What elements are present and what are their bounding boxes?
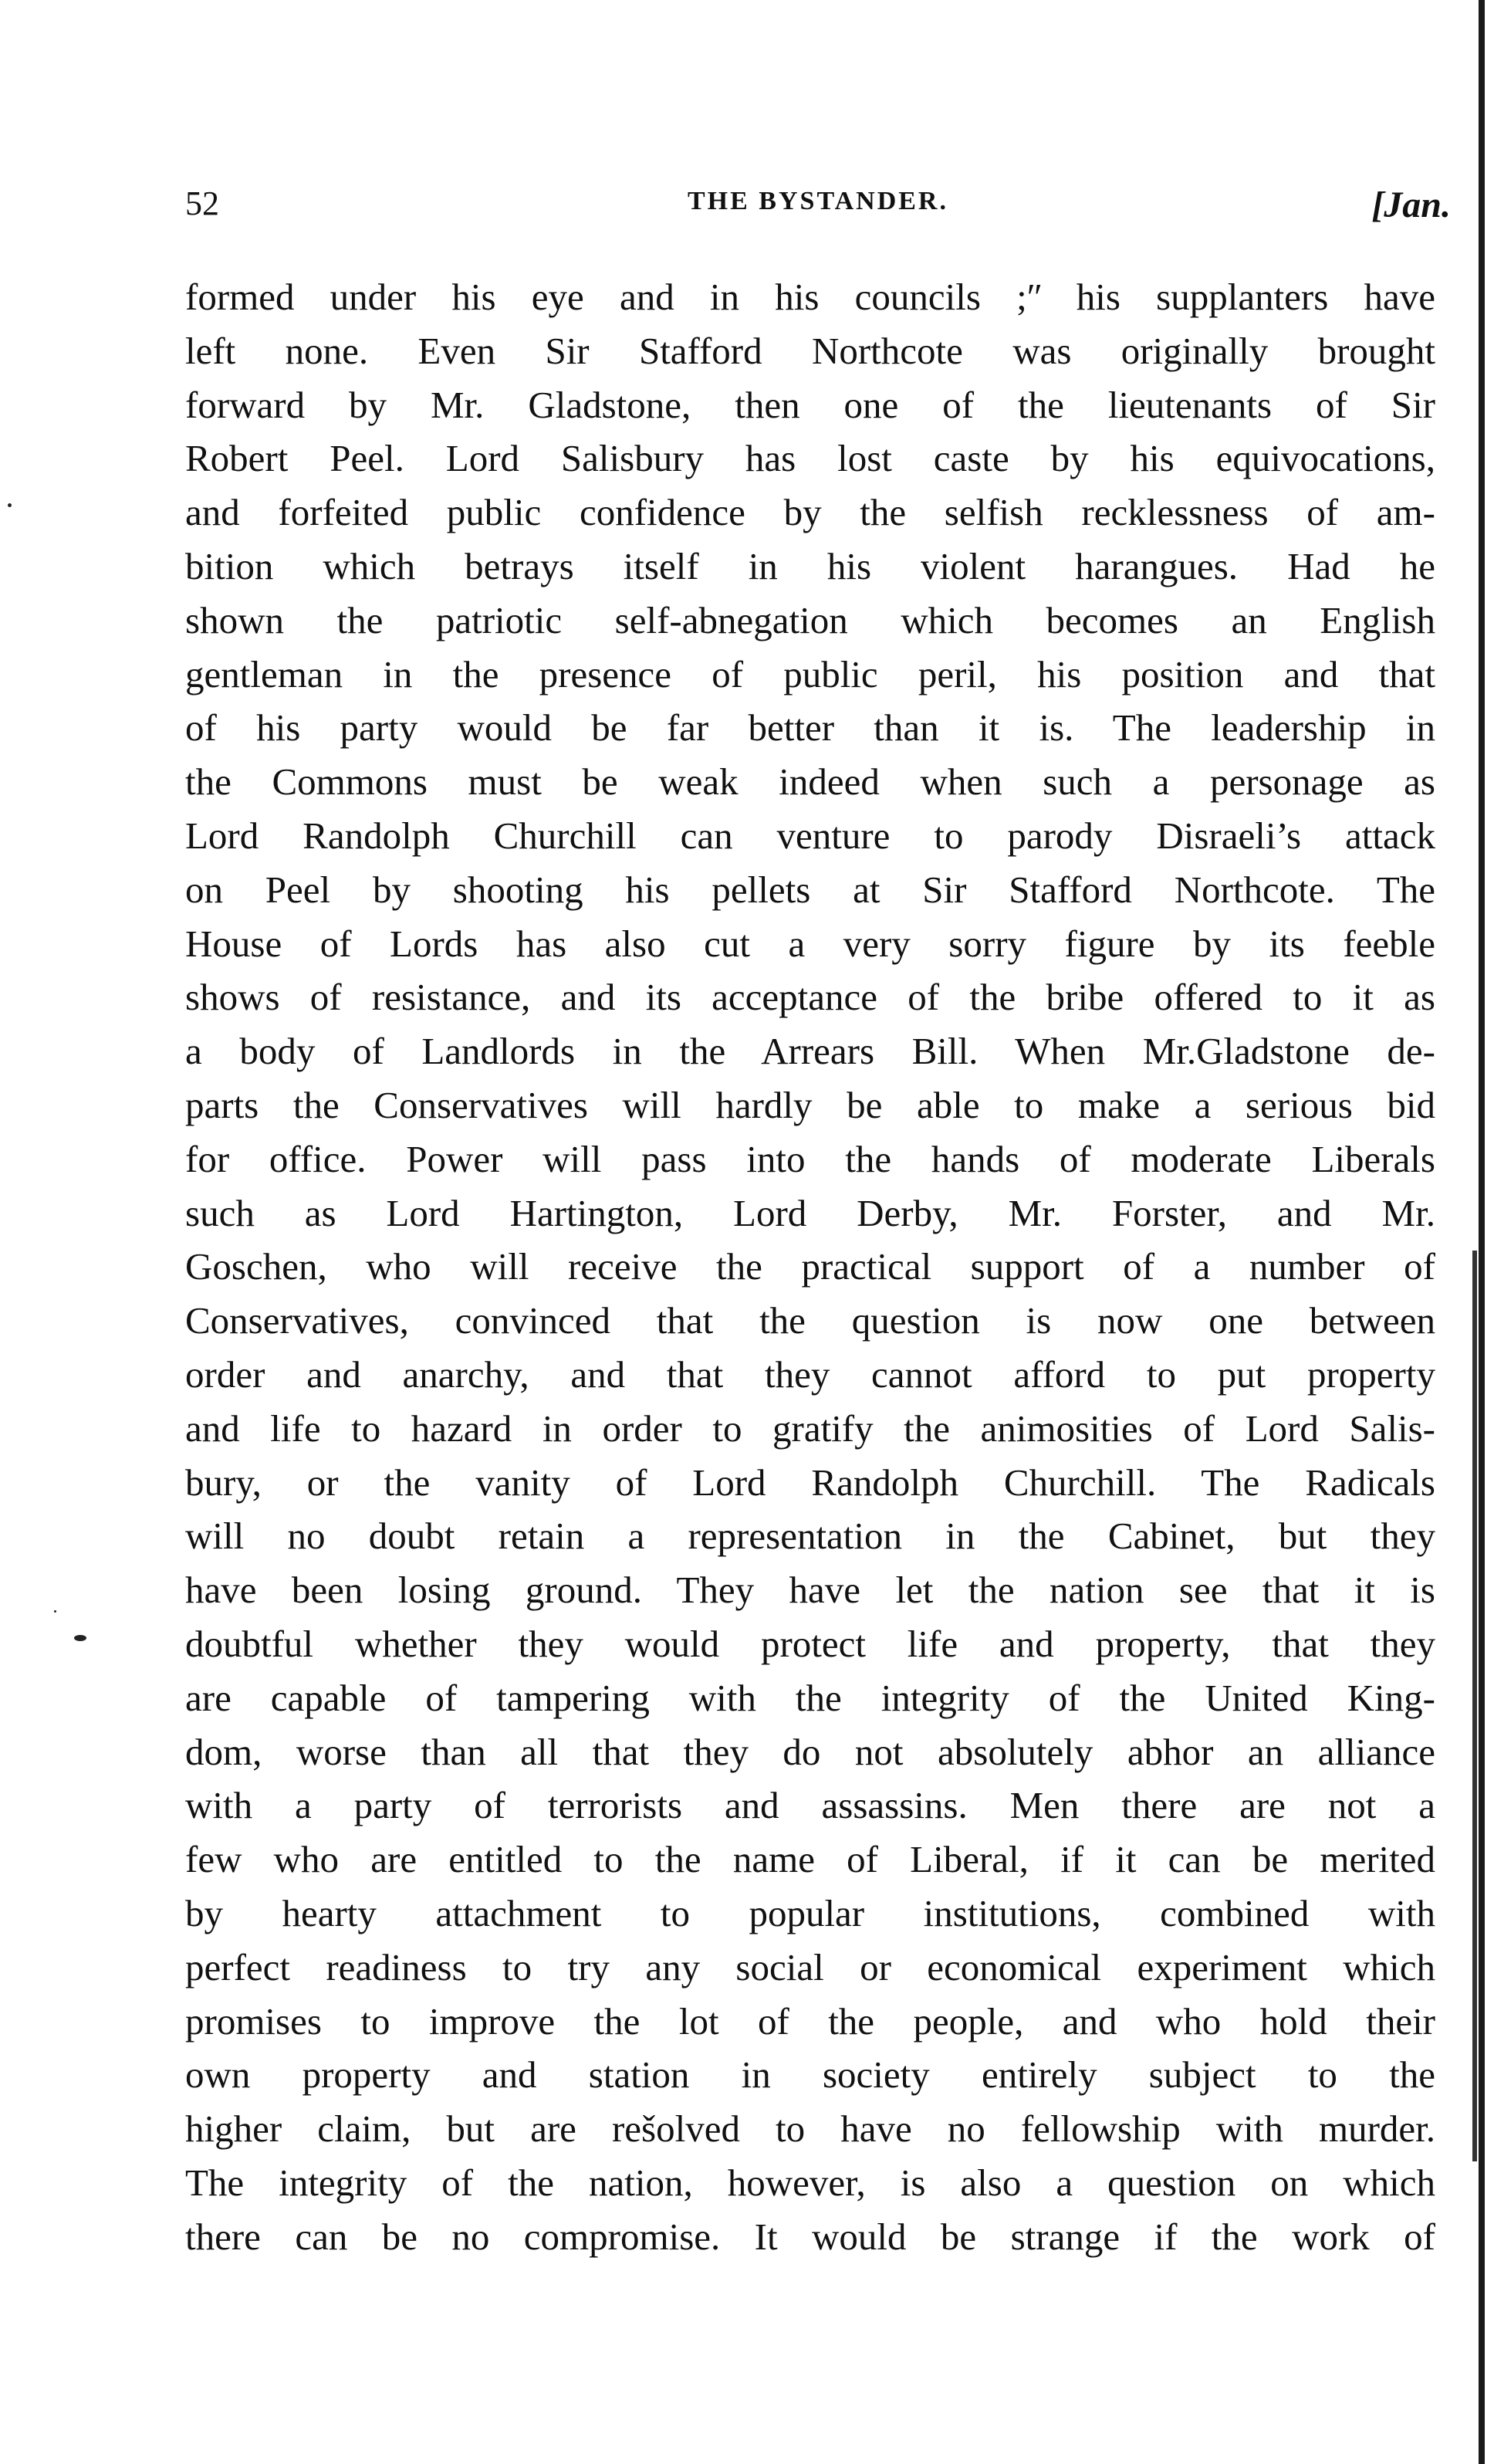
text-line: of his party would be far better than it is. The leadership in [185,706,1435,750]
text-line: promises to improve the lot of the people, and who hold their [185,1999,1435,2043]
text-line: parts the Conservatives will hardly be able to make a serious bid [185,1083,1435,1126]
page-header [185,184,1451,233]
text-line: Goschen, who will receive the practical support of a number of [185,1245,1435,1288]
text-line: by hearty attachment to popular institutions, combined with [185,1891,1435,1934]
page-number: 52 [185,184,219,222]
text-line: forward by Mr. Gladstone, then one of the lieutenants of Sir [185,383,1435,426]
text-line: have been losing ground. They have let the nation see that it is [185,1569,1435,1612]
text-line: and life to hazard in order to gratify the animosities of Lord Salis- [185,1406,1435,1450]
header-month: [Jan. [1371,184,1451,225]
ink-speck [74,1635,86,1641]
text-line: order and anarchy, and that they cannot afford to put property [185,1352,1435,1396]
text-line: doubtful whether they would protect life and property, that they [185,1622,1435,1665]
ink-speck [54,1610,56,1613]
body-text [185,270,1435,2263]
text-line: and forfeited public confidence by the selfish recklessness of am- [185,491,1435,534]
text-line: such as Lord Hartington, Lord Derby, Mr. Forster, and Mr. [185,1191,1435,1234]
text-line: higher claim, but are rešolved to have no fellowship with murder. [185,2107,1435,2151]
text-line: bury, or the vanity of Lord Randolph Churchill. The Radicals [185,1460,1435,1504]
text-line: dom, worse than all that they do not absolutely abhor an alliance [185,1730,1435,1773]
text-line: Lord Randolph Churchill can venture to parody Disraeli’s attack [185,814,1435,857]
text-line: a body of Landlords in the Arrears Bill. When Mr.Gladstone de- [185,1030,1435,1073]
text-line: shows of resistance, and its acceptance of the bribe offered to it as [185,976,1435,1019]
text-line: are capable of tampering with the integrity of the United King- [185,1676,1435,1719]
text-line: the Commons must be weak indeed when such a personage as [185,760,1435,804]
binding-edge [1479,0,1485,2464]
text-line: Robert Peel. Lord Salisbury has lost caste by his equivocations, [185,437,1435,480]
text-line: The integrity of the nation, however, is also a question on which [185,2161,1435,2204]
text-line: House of Lords has also cut a very sorry figure by its feeble [185,922,1435,965]
running-title: THE BYSTANDER. [688,187,948,215]
text-line: few who are entitled to the name of Liberal, if it can be merited [185,1838,1435,1881]
text-line: shown the patriotic self-abnegation which becomes an English [185,598,1435,641]
text-line: will no doubt retain a representation in the Cabinet, but they [185,1515,1435,1558]
text-line: perfect readiness to try any social or economical experiment which [185,1945,1435,1988]
text-line: gentleman in the presence of public peril, his position and that [185,652,1435,696]
text-line: formed under his eye and in his councils ;ʺ his supplanters have [185,276,1435,318]
ink-speck [8,503,12,507]
text-line: for office. Power will pass into the hands of moderate Liberals [185,1137,1435,1180]
text-line: bition which betrays itself in his violent harangues. Had he [185,544,1435,587]
text-line: on Peel by shooting his pellets at Sir Stafford Northcote. The [185,868,1435,911]
text-line: with a party of terrorists and assassins. Men there are not a [185,1784,1435,1827]
text-line: left none. Even Sir Stafford Northcote was originally brought [185,329,1435,372]
binding-shadow [1472,1251,1477,2161]
text-line: there can be no compromise. It would be strange if the work of [185,2215,1435,2258]
text-line: own property and station in society entirely subject to the [185,2053,1435,2097]
text-line: Conservatives, convinced that the question is now one between [185,1299,1435,1342]
